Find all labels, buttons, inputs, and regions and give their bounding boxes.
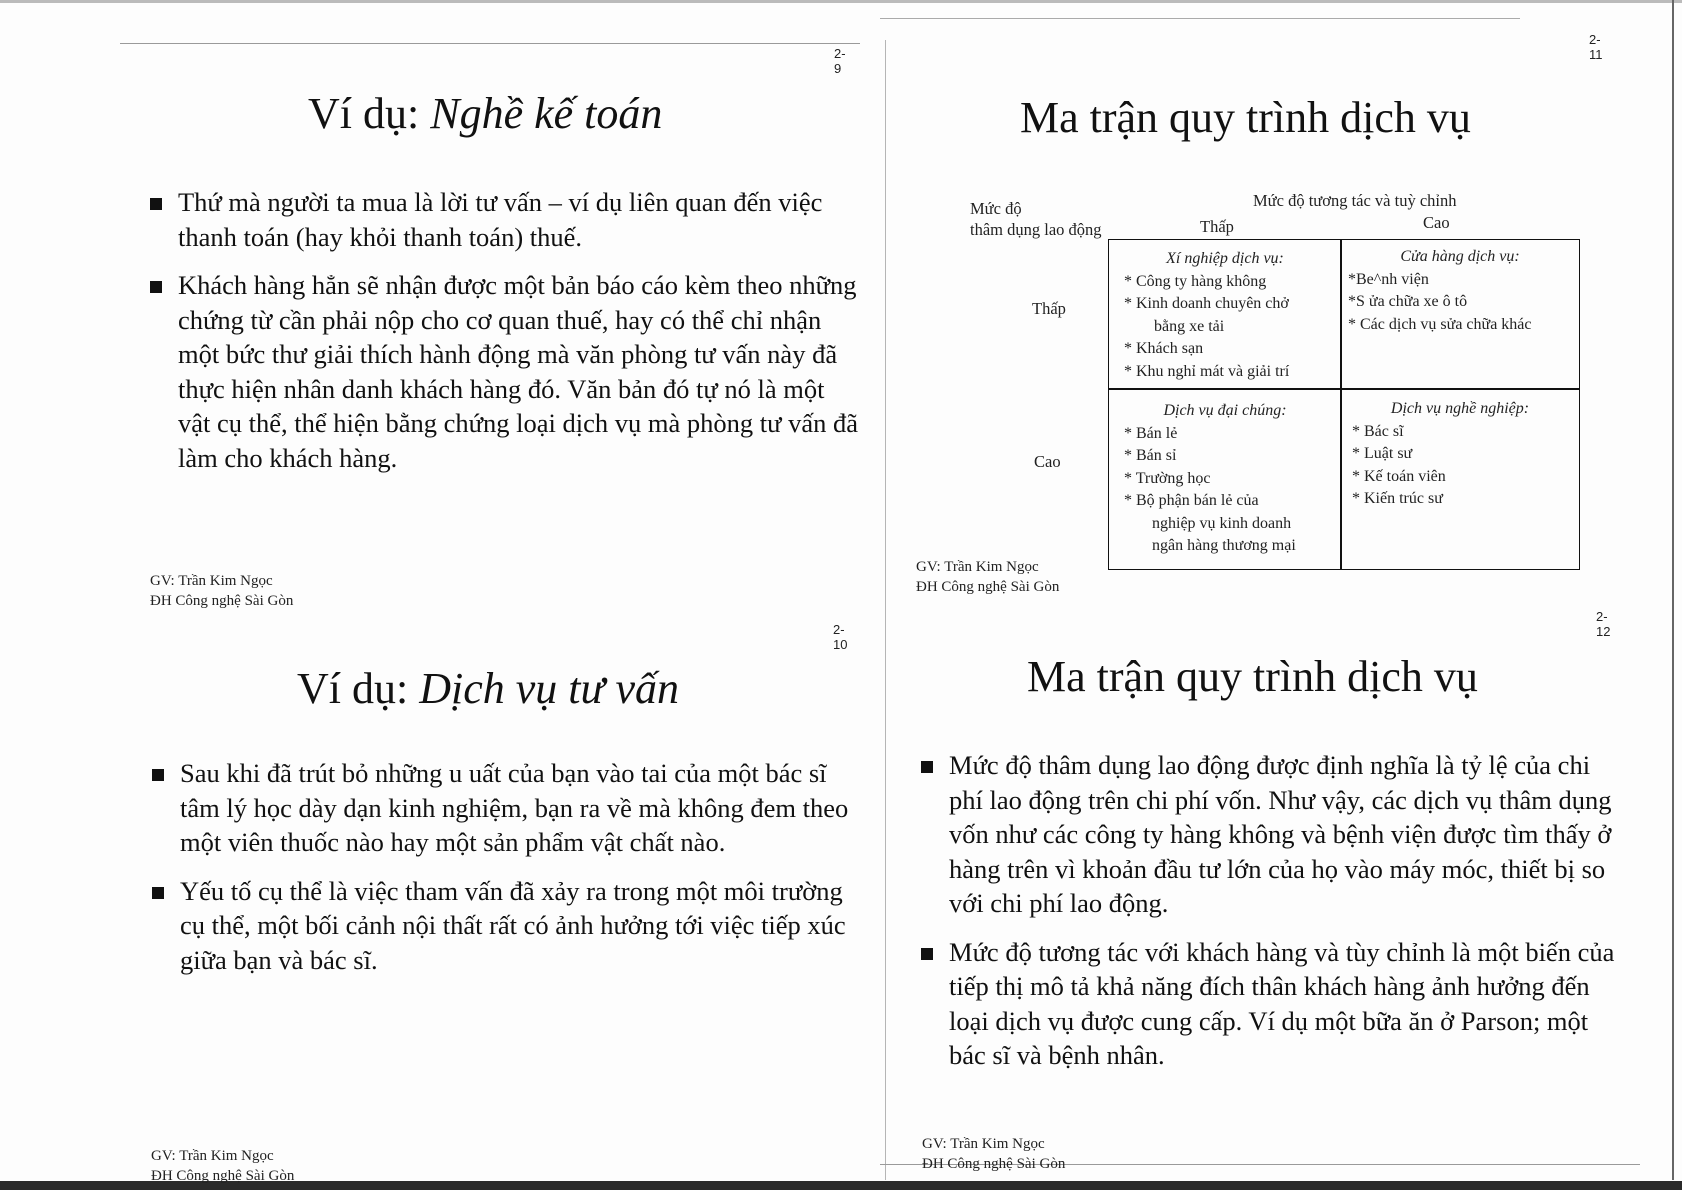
bullet-item: Khách hàng hẳn sẽ nhận được một bản báo cáo kèm theo những chứng từ cần phải nộp cho cơ quan thuế, hay có thể chỉ nhận một bức thư giải thích hành động mà văn phòng tư vấn này đã thực hiện nhân danh khách hàng đó. Văn bản đó tự nó là một vật cụ thể, thể hiện bằng chứng loại dịch vụ mà phòng tư vấn đã làm cho khách hàng. [148, 268, 858, 475]
row-axis-label-line2: thâm dụng lao động [970, 220, 1102, 239]
cell-item-wrap: bằng xe tải [1154, 317, 1225, 335]
cell-item-wrap: nghiệp vụ kinh doanh [1152, 514, 1292, 532]
cell-item: * Kinh doanh chuyên chở [1124, 295, 1289, 312]
slide-footer [922, 1134, 1065, 1174]
row-low-label: Thấp [1032, 299, 1066, 318]
cell-item: * Kiến trúc sư [1352, 490, 1443, 507]
footer-university: ĐH Công nghệ Sài Gòn [916, 579, 1060, 595]
cell-item: * Trường học [1124, 469, 1211, 487]
slide-border-top-left [120, 43, 860, 44]
slide-border-top-right [880, 18, 1520, 19]
slide-title-italic: Nghề kế toán [430, 89, 663, 138]
col-high-label: Cao [1423, 213, 1450, 232]
cell-item-wrap: ngân hàng thương mại [1152, 537, 1296, 554]
matrix-cell-mass-service [1112, 400, 1338, 558]
slide-footer [150, 571, 293, 611]
slide-number: 2-9 [834, 46, 846, 76]
bullet-item: Sau khi đã trút bỏ những u uất của bạn vào tai của một bác sĩ tâm lý học dày dạn kinh nghiệm, bạn ra về mà không đem theo một viên thuốc nào hay một sản phẩm vật chất nào. [150, 756, 860, 860]
cell-item: * Công ty hàng không [1124, 272, 1267, 290]
bullet-list [148, 185, 858, 489]
slide-title-plain: Ví dụ: [308, 89, 431, 138]
slide-title-italic: Dịch vụ tư vấn [419, 664, 680, 713]
col-axis-label: Mức độ tương tác và tuỳ chỉnh [1253, 191, 1457, 210]
matrix-grid-divider-horizontal [1108, 388, 1580, 390]
scan-top-edge [0, 0, 1682, 3]
slide-footer [916, 557, 1059, 597]
slide-title [297, 663, 679, 714]
footer-university: ĐH Công nghệ Sài Gòn [150, 593, 294, 609]
cell-title: Cửa hàng dịch vụ: [1400, 248, 1520, 265]
cell-item: * Khu nghỉ mát và giải trí [1124, 362, 1290, 380]
page-center-divider [885, 40, 886, 1180]
slide-title: Ma trận quy trình dịch vụ [1020, 93, 1471, 142]
slide-number: 2-10 [833, 622, 848, 652]
bullet-item: Thứ mà người ta mua là lời tư vấn – ví dụ liên quan đến việc thanh toán (hay khỏi thanh toán) thuế. [148, 185, 858, 254]
matrix-cell-professional-service [1344, 398, 1576, 511]
bullet-list [919, 748, 1629, 1087]
slide-title [308, 88, 662, 139]
footer-lecturer: GV: Trần Kim Ngọc [916, 559, 1039, 575]
footer-university: ĐH Công nghệ Sài Gòn [922, 1156, 1066, 1172]
cell-item: * Bộ phận bán lẻ của [1124, 492, 1259, 509]
bullet-item: Mức độ thâm dụng lao động được định nghĩa là tỷ lệ của chi phí lao động trên chi phí vốn. Như vậy, các dịch vụ thâm dụng vốn như các công ty hàng không và bệnh viện được tìm thấy ở hàng trên vì khoản đầu tư lớn của họ vào máy móc, thiết bị so với chi phí lao động. [919, 748, 1629, 921]
slide-footer [151, 1146, 294, 1186]
slide-number: 2-12 [1596, 609, 1611, 639]
matrix-cell-service-shop [1344, 246, 1576, 336]
cell-item: * Kế toán viên [1352, 467, 1446, 485]
matrix-cell-service-factory [1112, 248, 1338, 383]
cell-item: * Các dịch vụ sửa chữa khác [1348, 315, 1532, 333]
footer-lecturer: GV: Trần Kim Ngọc [922, 1136, 1045, 1152]
bullet-item: Yếu tố cụ thể là việc tham vấn đã xảy ra trong một môi trường cụ thể, một bối cảnh nội thất rất có ảnh hưởng tới việc tiếp xúc giữa bạn và bác sĩ. [150, 874, 860, 978]
scan-right-edge [1672, 0, 1674, 1180]
cell-title: Dịch vụ đại chúng: [1163, 402, 1287, 419]
footer-university: ĐH Công nghệ Sài Gòn [151, 1168, 295, 1184]
cell-title: Xí nghiệp dịch vụ: [1166, 250, 1284, 267]
bullet-list [150, 756, 860, 991]
slide-title: Ma trận quy trình dịch vụ [1027, 652, 1478, 701]
cell-item: * Khách sạn [1124, 340, 1204, 357]
cell-item: * Bác sĩ [1352, 422, 1404, 440]
cell-item: *Be^nh viện [1348, 270, 1429, 288]
col-low-label: Thấp [1200, 217, 1234, 236]
cell-item: * Bán sỉ [1124, 447, 1177, 464]
slide-number: 2-11 [1589, 32, 1603, 62]
bullet-item: Mức độ tương tác với khách hàng và tùy chỉnh là một biến của tiếp thị mô tả khả năng đích thân khách hàng ảnh hưởng đến loại dịch vụ được cung cấp. Ví dụ một bữa ăn ở Parson; một bác sĩ và bệnh nhân. [919, 935, 1629, 1073]
row-axis-label: Mức độ [970, 199, 1022, 218]
cell-item: * Luật sư [1352, 445, 1413, 462]
cell-item: *S ửa chữa xe ô tô [1348, 293, 1468, 310]
footer-lecturer: GV: Trần Kim Ngọc [151, 1148, 274, 1164]
cell-item: * Bán lẻ [1124, 424, 1178, 442]
slide-title-plain: Ví dụ: [297, 664, 420, 713]
row-high-label: Cao [1034, 452, 1061, 471]
footer-lecturer: GV: Trần Kim Ngọc [150, 573, 273, 589]
cell-title: Dịch vụ nghề nghiệp: [1390, 400, 1530, 417]
matrix-grid-divider-vertical [1340, 239, 1342, 570]
